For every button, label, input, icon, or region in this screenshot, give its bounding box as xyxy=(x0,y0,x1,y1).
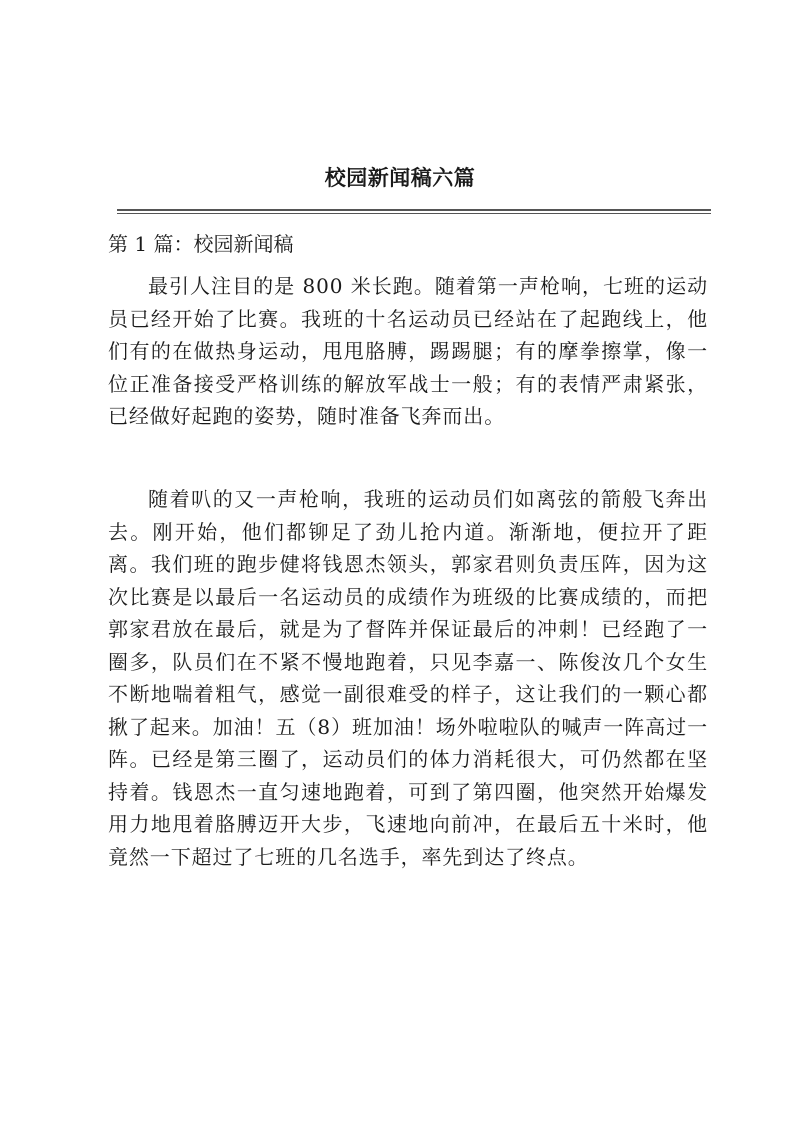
document-title: 校园新闻稿六篇 xyxy=(324,165,476,190)
body-paragraph-2: 随着叭的又一声枪响，我班的运动员们如离弦的箭般飞奔出去。刚开始，他们都铆足了劲儿抢内道。渐渐地，便拉开了距离。我们班的跑步健将钱恩杰领头，郭家君则负责压阵，因为这次比赛是以最后一名运动员的成绩作为班级的比赛成绩的，而把郭家君放在最后，就是为了督阵并保证最后的冲刺！已经跑了一圈多，队员们在不紧不慢地跑着，只见李嘉一、陈俊汝几个女生不断地喘着粗气，感觉一副很难受的样子，这让我们的一颗心都揪了起来。加油！五（8）班加油！场外啦啦队的喊声一阵高过一阵。已经是第三圈了，运动员们的体力消耗很大，可仍然都在坚持着。钱恩杰一直匀速地跑着，可到了第四圈，他突然开始爆发用力地甩着胳膊迈开大步，飞速地向前冲，在最后五十米时，他竟然一下超过了七班的几名选手，率先到达了终点。 xyxy=(108,487,708,869)
section-heading: 第 1 篇：校园新闻稿 xyxy=(108,232,294,256)
title-divider xyxy=(117,209,711,214)
body-paragraph-1: 最引人注目的是 800 米长跑。随着第一声枪响，七班的运动员已经开始了比赛。我班的十名运动员已经站在了起跑线上，他们有的在做热身运动，甩甩胳膊，踢踢腿；有的摩拳擦掌，像一位正准备接受严格训练的解放军战士一般；有的表情严肃紧张，已经做好起跑的姿势，随时准备飞奔而出。 xyxy=(108,274,708,428)
